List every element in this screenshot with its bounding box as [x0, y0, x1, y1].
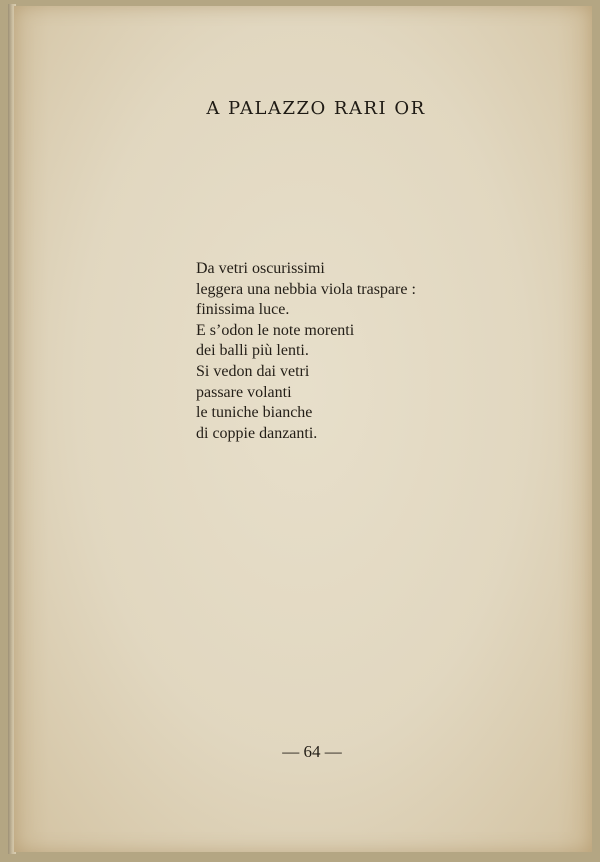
poem-title: A PALAZZO RARI OR [206, 98, 426, 119]
poem-line: passare volanti [196, 383, 292, 401]
poem-line: di coppie danzanti. [196, 424, 318, 442]
poem-line: E s’odon le note morenti [196, 321, 355, 339]
page-number: — 64 — [282, 742, 342, 761]
poem-line: finissima luce. [196, 301, 290, 319]
poem-line: le tuniche bianche [196, 404, 313, 422]
poem-body [196, 259, 416, 444]
poem-line: Si vedon dai vetri [196, 362, 310, 380]
poem-line: leggera una nebbia viola traspare : [196, 280, 416, 298]
poem-line: dei balli più lenti. [196, 342, 309, 360]
poem-line: Da vetri oscurissimi [196, 260, 325, 277]
